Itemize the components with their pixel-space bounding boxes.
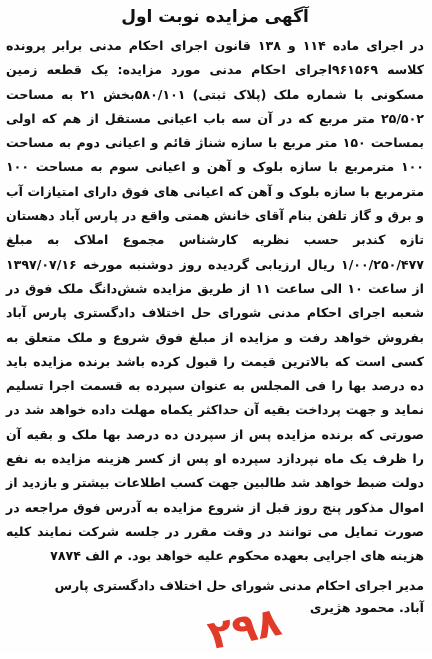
notice-title: آگهی مزایده نوبت اول [121, 7, 309, 27]
notice-body: در اجرای ماده ۱۱۴ و ۱۳۸ قانون اجرای احکام مدنی برابر پرونده کلاسه ۹۶۱۵۶۹اجرای احکام مدنی مورد مزایده: یک قطعه زمین مسکونی با شماره ملک (پلاک ثبتی) ۵۸۰/۱۰۱بخش ۲۱ به مساحت ۲۵/۵۰۲ متر مربع که در آن سه باب اعیانی مستقل از هم که اولی بمساحت ۱۵۰ متر مربع با سازه شناژ قائم و اعیانی دوم به مساحت ۱۰۰ مترمربع با سازه بلوک و آهن و اعیانی سوم به مساحت ۱۰۰ مترمربع با سازه بلوک و آهن که اعیانی های فوق دارای امتیازات آب و برق و گاز تلفن بنام آقای خانش همتی واقع در پارس آباد دهستان تازه کندبر حسب نظریه کارشناس مجموع املاک به مبلغ ۱/۰۰/۲۵۰/۴۷۷ ریال ارزیابی گردیده روز دوشنبه مورخه ۱۳۹۷/۰۷/۱۶ از ساعت ۱۰ الی ساعت ۱۱ از طریق مزایده شش‌دانگ ملک فوق در شعبه اجرای احکام مدنی شورای حل اختلاف دادگستری پارس آباد بفروش خواهد رفت و مزایده از مبلغ فوق شروع و ملک متعلق به کسی است که بالاترین قیمت را قبول کرده باشد برنده مزایده باید ده درصد بها را فی المجلس به عنوان سپرده به قسمت اجرا تسلیم نماید و جهت پرداخت بقیه آن حداکثر یکماه مهلت داده خواهد شد در صورتی که برنده مزایده پس از سپردن ده درصد بها ملک و بقیه آن را ظرف یک ماه نپردازد سپرده او پس از کسر هزینه مزایده به نفع دولت ضبط خواهد شد طالبین جهت کسب اطلاعات بیشتر و بازدید از اموال مذکور پنج روز قبل از شروع مزایده به آدرس فوق مراجعه در صورت تمایل می توانند در وقت مقرر در جلسه شرکت نمایند کلیه هزینه های اجرایی بعهده محکوم علیه خواهد بود. م الف ۷۸۷۴ [6, 38, 424, 564]
signature-name: آباد. محمود هژیری [309, 599, 424, 615]
signature-title: مدیر اجرای احکام مدنی شورای حل اختلاف دادگستری پارس [54, 577, 424, 593]
handwritten-number-stamp: ۲۹۸ [204, 598, 286, 659]
